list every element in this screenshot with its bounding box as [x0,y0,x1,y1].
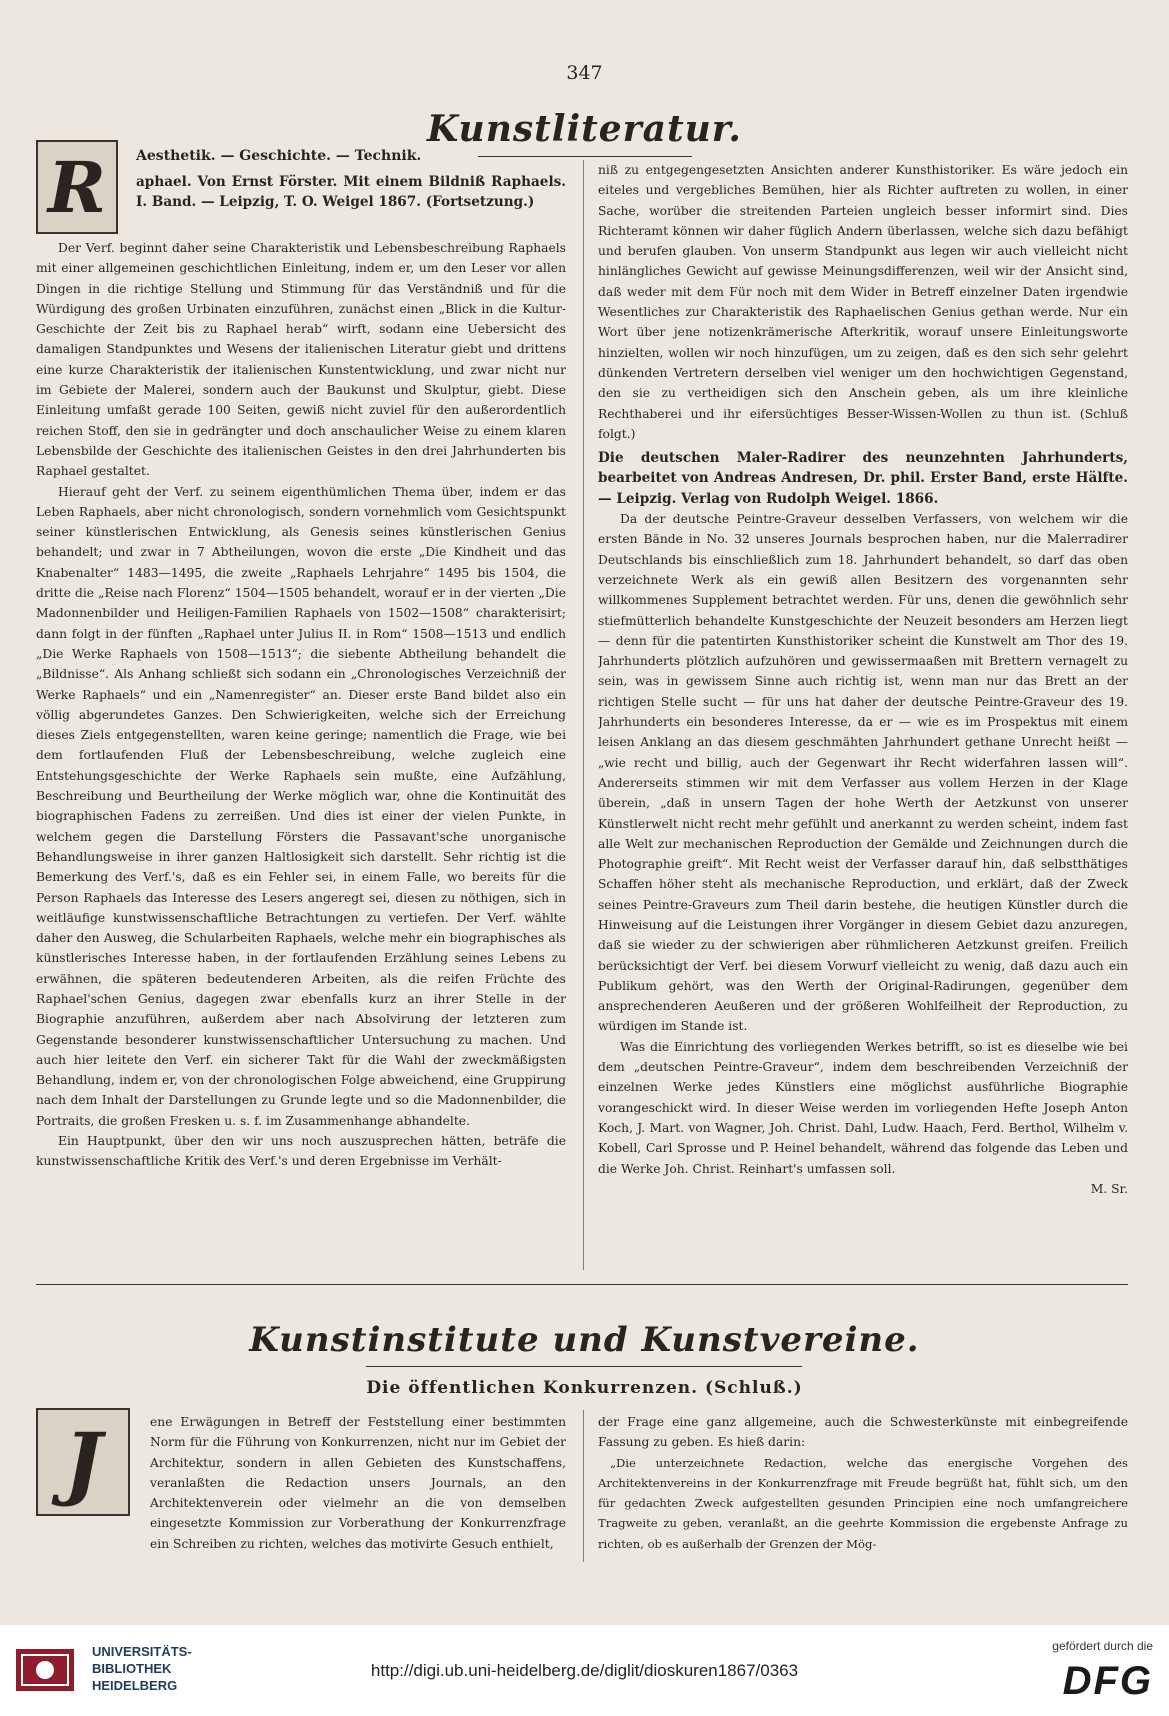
column-right-section2 [598,1412,1128,1562]
footer-bar [0,1625,1169,1716]
quote: „Die unterzeichnete Redaction, welche das energische Vorgehen des Architektenvereins in der Konkurrenzfrage mit Freude begrüßt hat, fühlt sich, um den für gedachten Zweck aufgestellten gesunden Principien eine noch umfangreichere Tragweite zu geben, veranlaßt, an die geehrte Kommission die ergebenste Anfrage zu richten, ob es außerhalb der Grenzen der Mög- [598,1455,1128,1551]
paragraph: ene Erwägungen in Betreff der Feststellung einer bestimmten Norm für die Führung von Konkurrenzen, nicht nur im Gebiet der Architektur, sondern in allen Gebieten des Kunstschaffens, veranlaßten die Redaction unsers Journals, an den Architektenverein oder vielmehr an die von demselben eingesetzte Kommission zur Vorberathung der Konkurrenzfrage ein Schreiben zu richten, welches das motivirte Gesuch enthielt, [150,1415,566,1551]
paragraph: Was die Einrichtung des vorliegenden Werkes betrifft, so ist es dieselbe wie bei dem „deutschen Peintre-Graveur“, indem dem beschreibenden Verzeichniß der einzelnen Werke jedes Künstlers eine möglichst ausführliche Biographie vorangeschickt wird. In dieser Weise werden im vorliegenden Hefte Joseph Anton Koch, J. Mart. von Wagner, Joh. Christ. Dahl, Ludw. Haach, Ferd. Berthol, Wilhelm v. Kobell, Carl Sprosse und P. Heinel behandelt, während das folgende das Leben und die Werke Joh. Christ. Reinhart's umfassen soll. [598,1039,1128,1176]
subheading-aesthetik: Aesthetik. — Geschichte. — Technik. [136,148,422,164]
review-heading-maler-radirer: Die deutschen Maler-Radirer des neunzehnten Jahrhunderts, bearbeitet von Andreas Andresen, Dr. phil. Erster Band, erste Hälfte. — Leipzig. Verlag von Rudolph Weigel. 1866. [598,450,1128,507]
paragraph: aphael. Von Ernst Förster. Mit einem Bildniß Raphaels. I. Band. — Leipzig, T. O. Weigel 1867. (Fortsetzung.) [136,174,566,211]
column-left-section2 [150,1412,566,1562]
column-divider [583,1410,584,1562]
title-underline [478,156,692,157]
paragraph: der Frage eine ganz allgemeine, auch die Schwesterkünste mit einbegreifende Fassung zu geben. Es hieß darin: [598,1415,1128,1450]
signature: M. Sr. [1090,1181,1128,1196]
section-title-kunstinstitute: Kunstinstitute und Kunstvereine. [249,1320,920,1360]
paragraph: Der Verf. beginnt daher seine Charakteristik und Lebensbeschreibung Raphaels mit einer allgemeinen geschichtlichen Einleitung, indem er, um den Leser vor allen Dingen in die richtige Stellung und Stimmung für das Verständniß und für die Würdigung des großen Urbinaten einzuführen, zunächst einen „Blick in die Kultur-Geschichte der Zeit bis zu Raphael herab“ wirft, sodann eine Uebersicht des damaligen Standpunktes und Wesens der italienischen Literatur giebt und drittens eine kurze Charakteristik der italienischen Kunstentwicklung, und zwar nicht nur im Gebiete der Malerei, sondern auch der Baukunst und Skulptur, giebt. Diese Einleitung umfaßt gerade 100 Seiten, gewiß nicht zuviel für den außerordentlich reichen Stoff, den sie in gedrängter und doch anschaulicher Weise zu einem klaren Lebensbilde der Geschichte des italienischen Geistes in den drei Jahrhunderten bis Raphael gestaltet. [36,241,566,479]
institution-line: BIBLIOTHEK [92,1661,172,1676]
page-number: 347 [566,62,603,84]
title-underline [366,1366,802,1367]
subtitle-konkurrenzen: Die öffentlichen Konkurrenzen. (Schluß.) [366,1378,803,1398]
sponsor-text: gefördert durch die [1052,1639,1153,1653]
column-divider [583,160,584,1270]
section-separator [36,1284,1128,1285]
dfg-logo: DFG [1062,1659,1153,1703]
institution-line: HEIDELBERG [92,1678,178,1693]
dropcap-j: J [36,1408,130,1516]
source-url-link[interactable]: http://digi.ub.uni-heidelberg.de/diglit/dioskuren1867/0363 [370,1661,799,1680]
column-left-body [36,238,566,1270]
column-right [598,160,1128,1270]
paragraph: Da der deutsche Peintre-Graveur desselben Verfassers, von welchem wir die ersten Bände in No. 32 unseres Journals besprochen haben, nur die Malerradirer Deutschlands bis einschließlich zum 18. Jahrhundert behandelt, so darf das oben verzeichnete Werk als ein gewiß allen Besitzern des vorgenannten sehr willkommenes Supplement betrachtet werden. Für uns, denen die gewöhnlich sehr stiefmütterlich behandelte Kunstgeschichte der Neuzeit besonders am Herzen liegt — denn für die patentirten Kunsthistoriker scheint die Kunstwelt am Thor des 19. Jahrhunderts plötzlich aufzuhören und gewissermaaßen mit Brettern vernagelt zu sein, was in gewissem Sinne auch richtig ist, wenn man nur das Brett an der richtigen Stelle sucht — für uns hat daher der deutsche Peintre-Graveur des 19. Jahrhunderts ein besonderes Interesse, da er — wie es im Prospektus mit einem leisen Anklang an das diesem geschmähten Jahrhundert gethane Unrecht heißt — „wie recht und billig, auch der Gegenwart ihr Recht widerfahren lassen will“. Andererseits stimmen wir mit dem Verfasser aus vollem Herzen in der Klage überein, „daß in unsern Tagen der hohe Werth der Aetzkunst von unserer Künstlerwelt nicht recht mehr gefühlt und anerkannt zu werden scheint, indem fast alle Welt zur mechanischen Reproduction der Gemälde und Zeichnungen durch die Photographie greift“. Mit Recht weist der Verfasser darauf hin, daß selbstthätiges Schaffen höher steht als mechanische Reproduction, und erklärt, daß der Zweck seines Peintre-Graveurs zum Theil darin bestehe, die heutigen Künstler durch die Hinweisung auf die Leistungen ihrer Vorgänger in diesem Gebiet dazu anzuregen, daß sie wieder zu der schwierigen aber rühmlicheren Aetzkunst greifen. Freilich berücksichtigt der Verf. bei diesem Vorwurf vielleicht zu wenig, daß dazu auch ein Publikum gehört, was den Werth der Original-Radirungen, gegenüber dem ansprechenderen Aeußeren und der größeren Wohlfeilheit der Reproduction, zu würdigen im Stande ist. [598,512,1128,1034]
paragraph: Hierauf geht der Verf. zu seinem eigenthümlichen Thema über, indem er das Leben Raphaels, aber nicht chronologisch, sondern vornehmlich vom Gesichtspunkt seiner künstlerischen Entwicklung, als Genesis seines künstlerischen Genius behandelt; und zwar in 7 Abtheilungen, wovon die erste „Die Kindheit und das Knabenalter“ 1483—1495, die zweite „Raphaels Lehrjahre“ 1495 bis 1504, die dritte die „Reise nach Florenz“ 1504—1505 behandelt, worauf er in der vierten „Die Madonnenbilder und Heiligen-Familien Raphaels von 1502—1508“ charakterisirt; dann folgt in der fünften „Raphael unter Julius II. in Rom“ 1508—1513 und endlich „Die Werke Raphaels von 1508—1513“; die siebente Abtheilung behandelt die „Bildnisse“. Als Anhang schließt sich sodann ein „Chronologisches Verzeichniß der Werke Raphaels“ und ein „Namenregister“ an. Dieser erste Band bildet also ein völlig abgerundetes Ganzes. Den Schwierigkeiten, welche sich der Erreichung dieses Ziels entgegenstellten, waren keine geringe; namentlich die Frage, wie bei dem fortlaufenden Fluß der Lebensbeschreibung, welche zugleich eine Entstehungsgeschichte der Werke Raphaels sein mußte, eine Aufzählung, Beschreibung und Beurtheilung der Werke möglich war, ohne die Kontinuität des biographischen Fadens zu zerreißen. Und dies ist einer der vielen Punkte, in welchem gegen die Darstellung Försters die Passavant'sche unorganische Behandlungsweise in ihrer ganzen Haltlosigkeit sich darstellt. Sehr richtig ist die Bemerkung des Verf.'s, daß es ein Fehler sei, in einem Falle, wo bereits für die Person Raphaels das Interesse des Lesers angeregt sei, diesen zu nöthigen, sich in weitläufige kunstwissenschaftliche Betrachtungen zu vertiefen. Der Verf. wählte daher den Ausweg, die Schularbeiten Raphaels, welche mehr ein biographisches als künstlerisches Interesse haben, in der fortlaufenden Erzählung seines Lebens zu erwähnen, die späteren bedeutenderen Arbeiten, als die reifen Früchte des Raphael'schen Genius, dagegen zwar ebenfalls kurz an ihrer Stelle in der Biographie anzuführen, außerdem aber nach Absolvirung der letzteren zum Gegenstande besonderer kunstwissenschaftlicher Untersuchung zu machen. Und auch hier leitete den Verf. ein sicherer Takt für die Wahl der zweckmäßigsten Behandlung, indem er, von der chronologischen Folge abweichend, eine Gruppirung nach dem Inhalt der Darstellungen zu Grunde legte und so die Madonnenbilder, die Portraits, die großen Fresken u. s. f. im Zusammenhange abhandelte. [36,484,566,1128]
paragraph: Ein Hauptpunkt, über den wir uns noch auszusprechen hätten, beträfe die kunstwissenschaftliche Kritik des Verf.'s und deren Ergebnisse im Verhält- [36,1134,566,1169]
institution-line: UNIVERSITÄTS- [92,1644,192,1659]
dropcap-r: R [36,140,118,234]
paragraph: niß zu entgegengesetzten Ansichten anderer Kunsthistoriker. Es wäre jedoch ein eiteles und vergebliches Bemühen, hier als Richter auftreten zu wollen, in einer Sache, worüber die streitenden Parteien ungleich besser informirt sind. Dies Richteramt können wir daher füglich Andern überlassen, welche sich dazu befähigt und berufen glauben. Von unserm Standpunkt aus legen wir auch vielleicht nicht hinlängliches Gewicht auf gewisse Meinungsdifferenzen, weil wir der Ansicht sind, daß weder mit dem Für noch mit dem Wider in Betreff einzelner Daten irgendwie Wesentliches zur Charakteristik des Raphaelischen Genius gethan werde. Nur ein Wort über jene notizenkrämerische Afterkritik, worauf unsere Einleitungsworte hinzielten, wollen wir noch hinzufügen, um zu zeigen, daß es den sich sehr gelehrt dünkenden Vertretern derselben viel weniger um den hochwichtigen Gegenstand, den sie zu vertheidigen sich den Anschein geben, als um ihre kleinliche Rechthaberei und ihr eifersüchtiges Besser-Wissen-Wollen zu thun ist. (Schluß folgt.) [598,163,1128,441]
section-title-kunstliteratur: Kunstliteratur. [427,108,742,150]
